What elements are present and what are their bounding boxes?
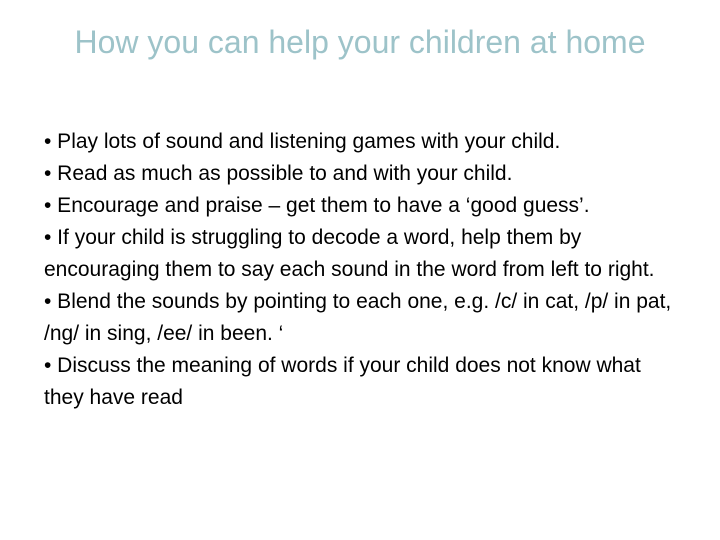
bullet-item: • Discuss the meaning of words if your child does not know what they have read	[44, 354, 641, 409]
bullet-item: • Read as much as possible to and with your child.	[44, 162, 513, 185]
bullet-item: • Blend the sounds by pointing to each one, e.g. /c/ in cat, /p/ in pat, /ng/ in sing, /ee/ in been. ‘	[44, 290, 672, 345]
bullet-list	[44, 126, 684, 414]
bullet-item: • Encourage and praise – get them to have a ‘good guess’.	[44, 194, 590, 217]
bullet-item: • If your child is struggling to decode a word, help them by encouraging them to say each sound in the word from left to right.	[44, 226, 655, 281]
slide-title: How you can help your children at home	[74, 24, 646, 60]
bullet-item: • Play lots of sound and listening games with your child.	[44, 130, 561, 153]
